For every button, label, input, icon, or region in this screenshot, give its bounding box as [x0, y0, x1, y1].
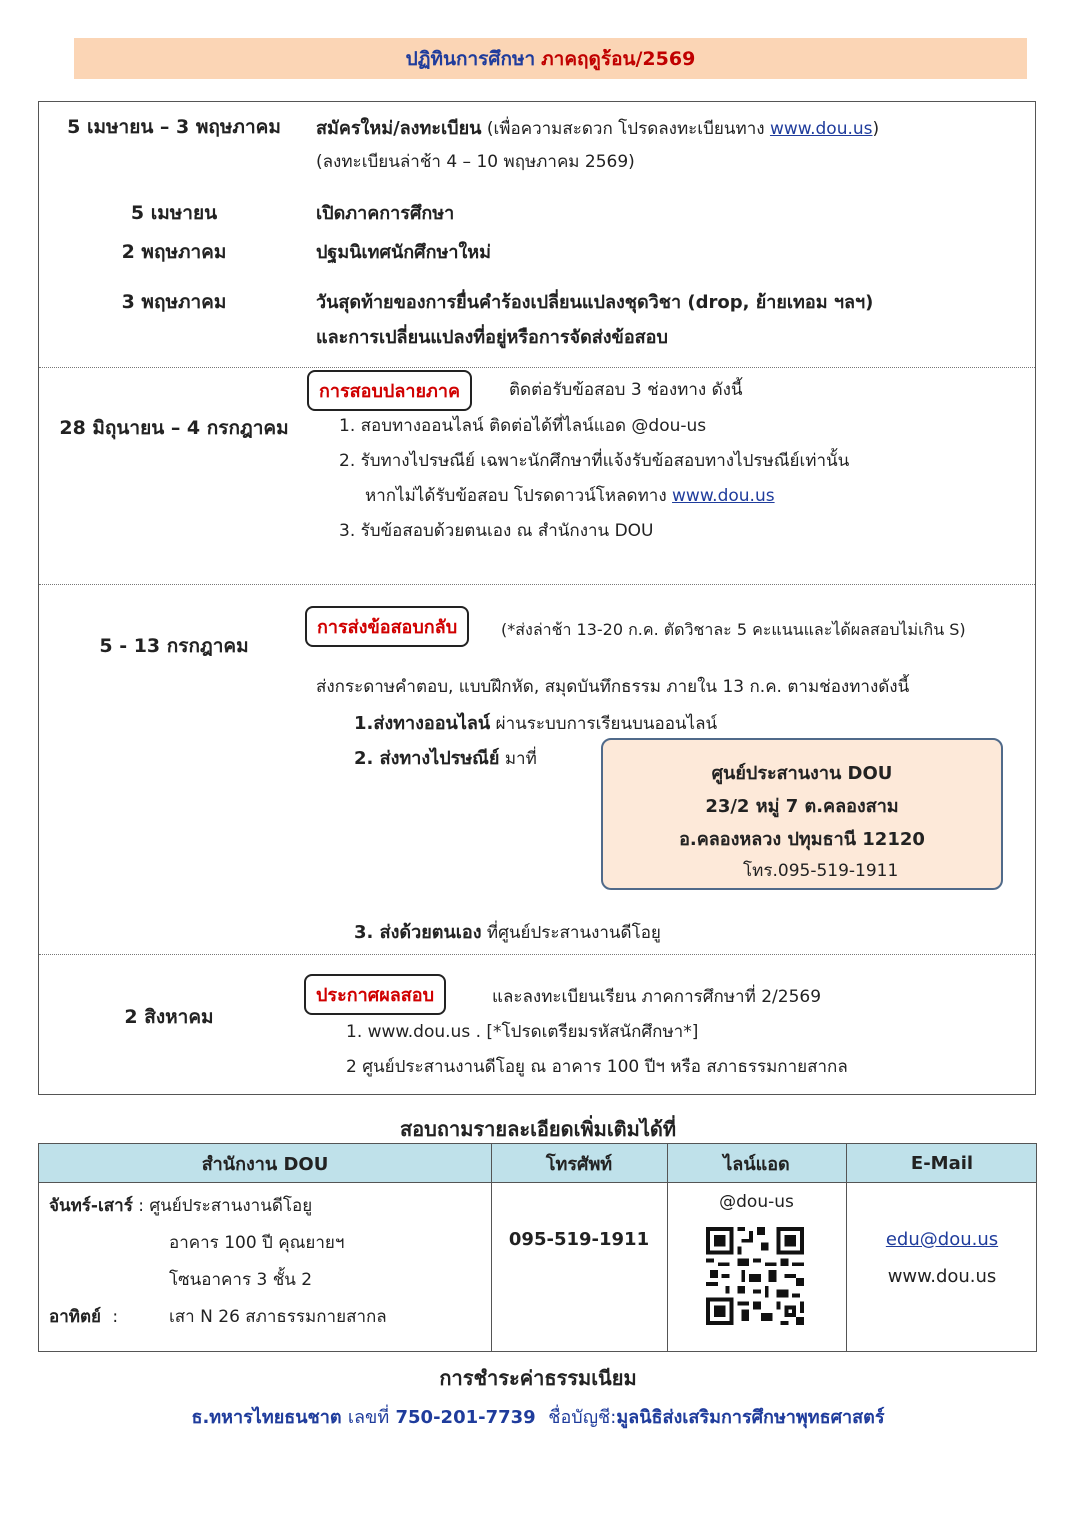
address-line-1: ศูนย์ประสานงาน DOU — [711, 763, 893, 784]
bank-name: ธ.ทหารไทยธนชาต — [191, 1407, 342, 1428]
return-exam-note: (*ส่งล่าช้า 13-20 ก.ค. ตัดวิชาละ 5 คะแนนและได้ผลสอบไม่เกิน S) — [501, 620, 966, 639]
address-line-3: อ.คลองหลวง ปทุมธานี 12120 — [679, 829, 925, 850]
header-phone: โทรศัพท์ — [545, 1153, 613, 1175]
results-date: 2 สิงหาคม — [124, 1006, 214, 1028]
fee-payment-line — [0, 1402, 1076, 1431]
account-name: มูลนิธิส่งเสริมการศึกษาพุทธศาสตร์ — [616, 1407, 885, 1428]
deadline-text-1: วันสุดท้ายของการยื่นคำร้องเปลี่ยนแปลงชุดวิชา (drop, ย้ายเทอม ฯลฯ) — [316, 292, 874, 313]
line-qr-code-icon[interactable] — [706, 1227, 804, 1325]
registration-line — [316, 113, 879, 142]
website-text: www.dou.us — [887, 1266, 997, 1287]
office-address-2: อาคาร 100 ปี คุณยายฯ — [169, 1233, 345, 1253]
line-id: @dou-us — [719, 1192, 794, 1212]
open-term-text: เปิดภาคการศึกษา — [316, 203, 455, 224]
header-office: สำนักงาน DOU — [201, 1153, 329, 1175]
contact-table — [38, 1143, 1037, 1352]
sunday-hours — [49, 1303, 118, 1330]
fee-heading: การชำระค่าธรรมเนียม — [439, 1366, 637, 1390]
header-line: ไลน์แอด — [723, 1153, 790, 1175]
registration-date: 5 เมษายน – 3 พฤษภาคม — [67, 116, 281, 138]
contact-heading: สอบถามรายละเอียดเพิ่มเติมได้ที่ — [399, 1117, 677, 1141]
weekday-label: จันทร์-เสาร์ — [49, 1196, 133, 1216]
results-item-1: 1. www.dou.us . [*โปรดเตรียมรหัสนักศึกษา*] — [346, 1022, 699, 1042]
late-registration-note: (ลงทะเบียนล่าช้า 4 – 10 พฤษภาคม 2569) — [316, 152, 635, 172]
mailing-address-box — [601, 738, 1003, 890]
term-label: ภาคฤดูร้อน/2569 — [541, 47, 696, 70]
weekday-hours — [49, 1192, 312, 1219]
return-item-3-text: ที่ศูนย์ประสานงานดีโอยู — [486, 923, 661, 943]
academic-calendar — [38, 101, 1036, 1095]
section-divider — [39, 954, 1035, 955]
account-number-label: เลขที่ — [347, 1407, 390, 1428]
download-note: หากไม่ได้รับข้อสอบ โปรดดาวน์โหลดทาง — [365, 486, 667, 506]
sunday-label: อาทิตย์ — [49, 1307, 101, 1327]
final-exam-date: 28 มิถุนายน – 4 กรกฎาคม — [59, 417, 289, 439]
account-name-label: ชื่อบัญชี: — [548, 1407, 617, 1428]
registration-note-end: ) — [872, 119, 880, 139]
return-exam-date: 5 - 13 กรกฎาคม — [99, 635, 249, 657]
return-item-3 — [354, 917, 661, 946]
address-tel: โทร.095-519-1911 — [743, 861, 899, 881]
section-divider — [39, 584, 1035, 585]
account-number: 750-201-7739 — [395, 1407, 536, 1428]
office-address-3: โซนอาคาร 3 ชั้น 2 — [169, 1270, 313, 1290]
sunday-sep: : — [112, 1307, 119, 1327]
deadline-date: 3 พฤษภาคม — [121, 291, 227, 313]
phone-number: 095-519-1911 — [508, 1229, 650, 1250]
orientation-date: 2 พฤษภาคม — [121, 241, 227, 263]
address-line-2: 23/2 หมู่ 7 ต.คลองสาม — [705, 796, 899, 817]
deadline-text-2: และการเปลี่ยนแปลงที่อยู่หรือการจัดส่งข้อสอบ — [316, 327, 668, 348]
open-term-date: 5 เมษายน — [130, 202, 218, 224]
header-email: E-Mail — [910, 1152, 974, 1174]
final-exam-item-2: 2. รับทางไปรษณีย์ เฉพาะนักศึกษาที่แจ้งรับข้อสอบทางไปรษณีย์เท่านั้น — [339, 451, 850, 471]
return-item-1-label: 1.ส่งทางออนไลน์ — [354, 713, 491, 734]
final-exam-intro: ติดต่อรับข้อสอบ 3 ช่องทาง ดังนี้ — [509, 380, 743, 400]
return-item-1 — [354, 708, 717, 737]
download-link[interactable]: www.dou.us — [672, 486, 775, 506]
final-exam-item-3: 3. รับข้อสอบด้วยตนเอง ณ สำนักงาน DOU — [339, 521, 654, 541]
return-item-3-label: 3. ส่งด้วยตนเอง — [354, 922, 482, 943]
return-exam-tag: การส่งข้อสอบกลับ — [305, 606, 469, 647]
results-item-2: 2 ศูนย์ประสานงานดีโอยู ณ อาคาร 100 ปีฯ หรือ สภาธรรมกายสากล — [346, 1057, 848, 1077]
return-item-2-text: มาที่ — [504, 749, 537, 769]
results-intro: และลงทะเบียนเรียน ภาคการศึกษาที่ 2/2569 — [492, 987, 822, 1007]
weekday-place: : ศูนย์ประสานงานดีโอยู — [132, 1196, 313, 1216]
page-title-bar — [74, 38, 1027, 79]
registration-note: (เพื่อความสะดวก โปรดลงทะเบียนทาง — [486, 119, 765, 139]
section-divider — [39, 367, 1035, 368]
return-item-2-label: 2. ส่งทางไปรษณีย์ — [354, 748, 500, 769]
final-exam-item-1: 1. สอบทางออนไลน์ ติดต่อได้ที่ไลน์แอด @dou-us — [339, 416, 707, 436]
results-tag: ประกาศผลสอบ — [304, 974, 446, 1015]
return-item-1-text: ผ่านระบบการเรียนบนออนไลน์ — [495, 714, 718, 734]
registration-label: สมัครใหม่/ลงทะเบียน — [316, 118, 482, 139]
return-exam-intro: ส่งกระดาษคำตอบ, แบบฝึกหัด, สมุดบันทึกธรรม ภายใน 13 ก.ค. ตามช่องทางดังนี้ — [316, 677, 910, 697]
email-link[interactable]: edu@dou.us — [885, 1229, 999, 1250]
page-title: ปฏิทินการศึกษา — [405, 47, 536, 70]
registration-link[interactable]: www.dou.us — [769, 119, 873, 139]
final-exam-item-2b — [365, 482, 775, 509]
final-exam-tag: การสอบปลายภาค — [307, 370, 472, 411]
sunday-address: เสา N 26 สภาธรรมกายสากล — [169, 1307, 387, 1327]
return-item-2 — [354, 743, 537, 772]
orientation-text: ปฐมนิเทศนักศึกษาใหม่ — [316, 242, 491, 263]
